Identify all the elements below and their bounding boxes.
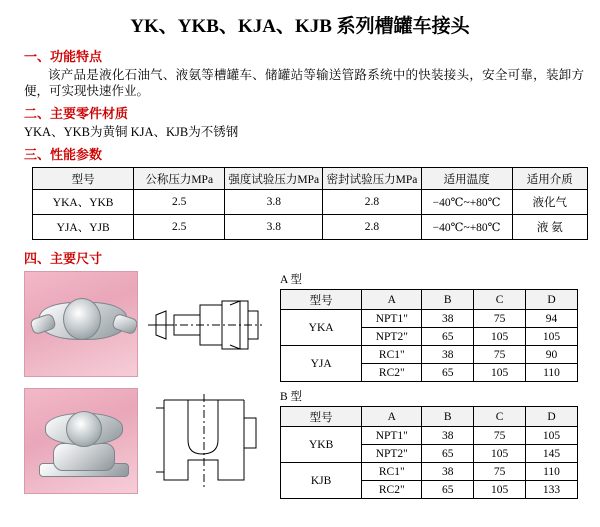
- product-photo-type-b: [24, 388, 138, 494]
- section-heading-materials: 二、主要零件材质: [24, 106, 129, 121]
- cell-c: 75: [474, 310, 526, 328]
- cell-a: RC2": [362, 364, 422, 382]
- cell-d: 145: [526, 445, 578, 463]
- cell-d: 110: [526, 463, 578, 481]
- cell-c: 105: [474, 364, 526, 382]
- cell-b: 65: [422, 364, 474, 382]
- cell-seal-test-pressure: 2.8: [323, 215, 421, 240]
- cell-d: 90: [526, 346, 578, 364]
- table-row: [33, 215, 588, 240]
- table-row: [33, 190, 588, 215]
- table-row: [281, 346, 578, 364]
- technical-drawing-type-a: [144, 271, 266, 377]
- cell-medium: 液 氨: [512, 215, 587, 240]
- table-header-row: [281, 407, 578, 427]
- th-medium: 适用介质: [512, 168, 587, 190]
- dimensions-block-b: [280, 388, 578, 499]
- cell-b: 38: [422, 310, 474, 328]
- cell-nominal-pressure: 2.5: [134, 215, 225, 240]
- figure-row-b: [24, 388, 590, 499]
- cell-c: 105: [474, 445, 526, 463]
- table-row: [281, 310, 578, 328]
- page-title: YK、YKB、KJA、KJB 系列槽罐车接头: [130, 16, 470, 37]
- th-b: B: [422, 407, 474, 427]
- figures-area: [24, 271, 590, 499]
- table-row: [281, 463, 578, 481]
- performance-table: [32, 167, 588, 240]
- cell-a: NPT2": [362, 328, 422, 346]
- materials-text: YKA、YKB为黄铜 KJA、KJB为不锈钢: [24, 125, 239, 139]
- table-header-row: [281, 290, 578, 310]
- cell-a: RC1": [362, 346, 422, 364]
- dimensions-block-a: [280, 271, 578, 382]
- cell-c: 105: [474, 481, 526, 499]
- th-seal-test-pressure: 密封试验压力MPa: [323, 168, 421, 190]
- dimensions-table-b: [280, 406, 578, 499]
- th-c: C: [474, 290, 526, 310]
- performance-table-wrap: [32, 167, 590, 240]
- cell-d: 105: [526, 328, 578, 346]
- th-model: 型号: [281, 407, 362, 427]
- product-photo-type-a: [24, 271, 138, 377]
- table-header-row: [33, 168, 588, 190]
- cell-d: 105: [526, 427, 578, 445]
- cell-d: 94: [526, 310, 578, 328]
- cell-c: 75: [474, 427, 526, 445]
- th-a: A: [362, 290, 422, 310]
- cell-d: 133: [526, 481, 578, 499]
- th-model: 型号: [281, 290, 362, 310]
- th-d: D: [526, 290, 578, 310]
- cell-temperature: −40℃~+80℃: [421, 190, 512, 215]
- cell-b: 65: [422, 445, 474, 463]
- cell-model: YJA、YJB: [33, 215, 134, 240]
- cell-temperature: −40℃~+80℃: [421, 215, 512, 240]
- technical-drawing-type-b: [144, 388, 266, 494]
- cell-b: 65: [422, 328, 474, 346]
- cell-model: KJB: [281, 463, 362, 499]
- cell-a: RC1": [362, 463, 422, 481]
- cell-b: 38: [422, 346, 474, 364]
- section-heading-features: 一、功能特点: [24, 49, 103, 64]
- table-row: [281, 427, 578, 445]
- features-text: 该产品是液化石油气、液氨等槽罐车、储罐站等输送管路系统中的快装接头，安全可靠，装卸方便，可实现快速作业。: [24, 68, 584, 98]
- cell-c: 105: [474, 328, 526, 346]
- section-heading-performance: 三、性能参数: [24, 147, 103, 162]
- cell-c: 75: [474, 346, 526, 364]
- cell-a: NPT1": [362, 310, 422, 328]
- cell-nominal-pressure: 2.5: [134, 190, 225, 215]
- th-model: 型号: [33, 168, 134, 190]
- cell-b: 38: [422, 463, 474, 481]
- th-a: A: [362, 407, 422, 427]
- cell-d: 110: [526, 364, 578, 382]
- th-c: C: [474, 407, 526, 427]
- cell-strength-test-pressure: 3.8: [225, 190, 323, 215]
- dimensions-table-a: [280, 289, 578, 382]
- th-d: D: [526, 407, 578, 427]
- cell-a: NPT1": [362, 427, 422, 445]
- cell-b: 65: [422, 481, 474, 499]
- cell-model: YJA: [281, 346, 362, 382]
- th-temperature: 适用温度: [421, 168, 512, 190]
- cell-b: 38: [422, 427, 474, 445]
- section-heading-dimensions: 四、主要尺寸: [24, 251, 103, 266]
- cell-model: YKA、YKB: [33, 190, 134, 215]
- cell-strength-test-pressure: 3.8: [225, 215, 323, 240]
- cell-model: YKA: [281, 310, 362, 346]
- cell-seal-test-pressure: 2.8: [323, 190, 421, 215]
- cell-medium: 液化气: [512, 190, 587, 215]
- cell-a: NPT2": [362, 445, 422, 463]
- cell-c: 75: [474, 463, 526, 481]
- document-page: [0, 11, 600, 527]
- cell-model: YKB: [281, 427, 362, 463]
- type-label-b: B 型: [280, 391, 303, 403]
- cell-a: RC2": [362, 481, 422, 499]
- type-label-a: A 型: [280, 274, 303, 286]
- th-b: B: [422, 290, 474, 310]
- figure-row-a: [24, 271, 590, 382]
- th-nominal-pressure: 公称压力MPa: [134, 168, 225, 190]
- th-strength-test-pressure: 强度试验压力MPa: [225, 168, 323, 190]
